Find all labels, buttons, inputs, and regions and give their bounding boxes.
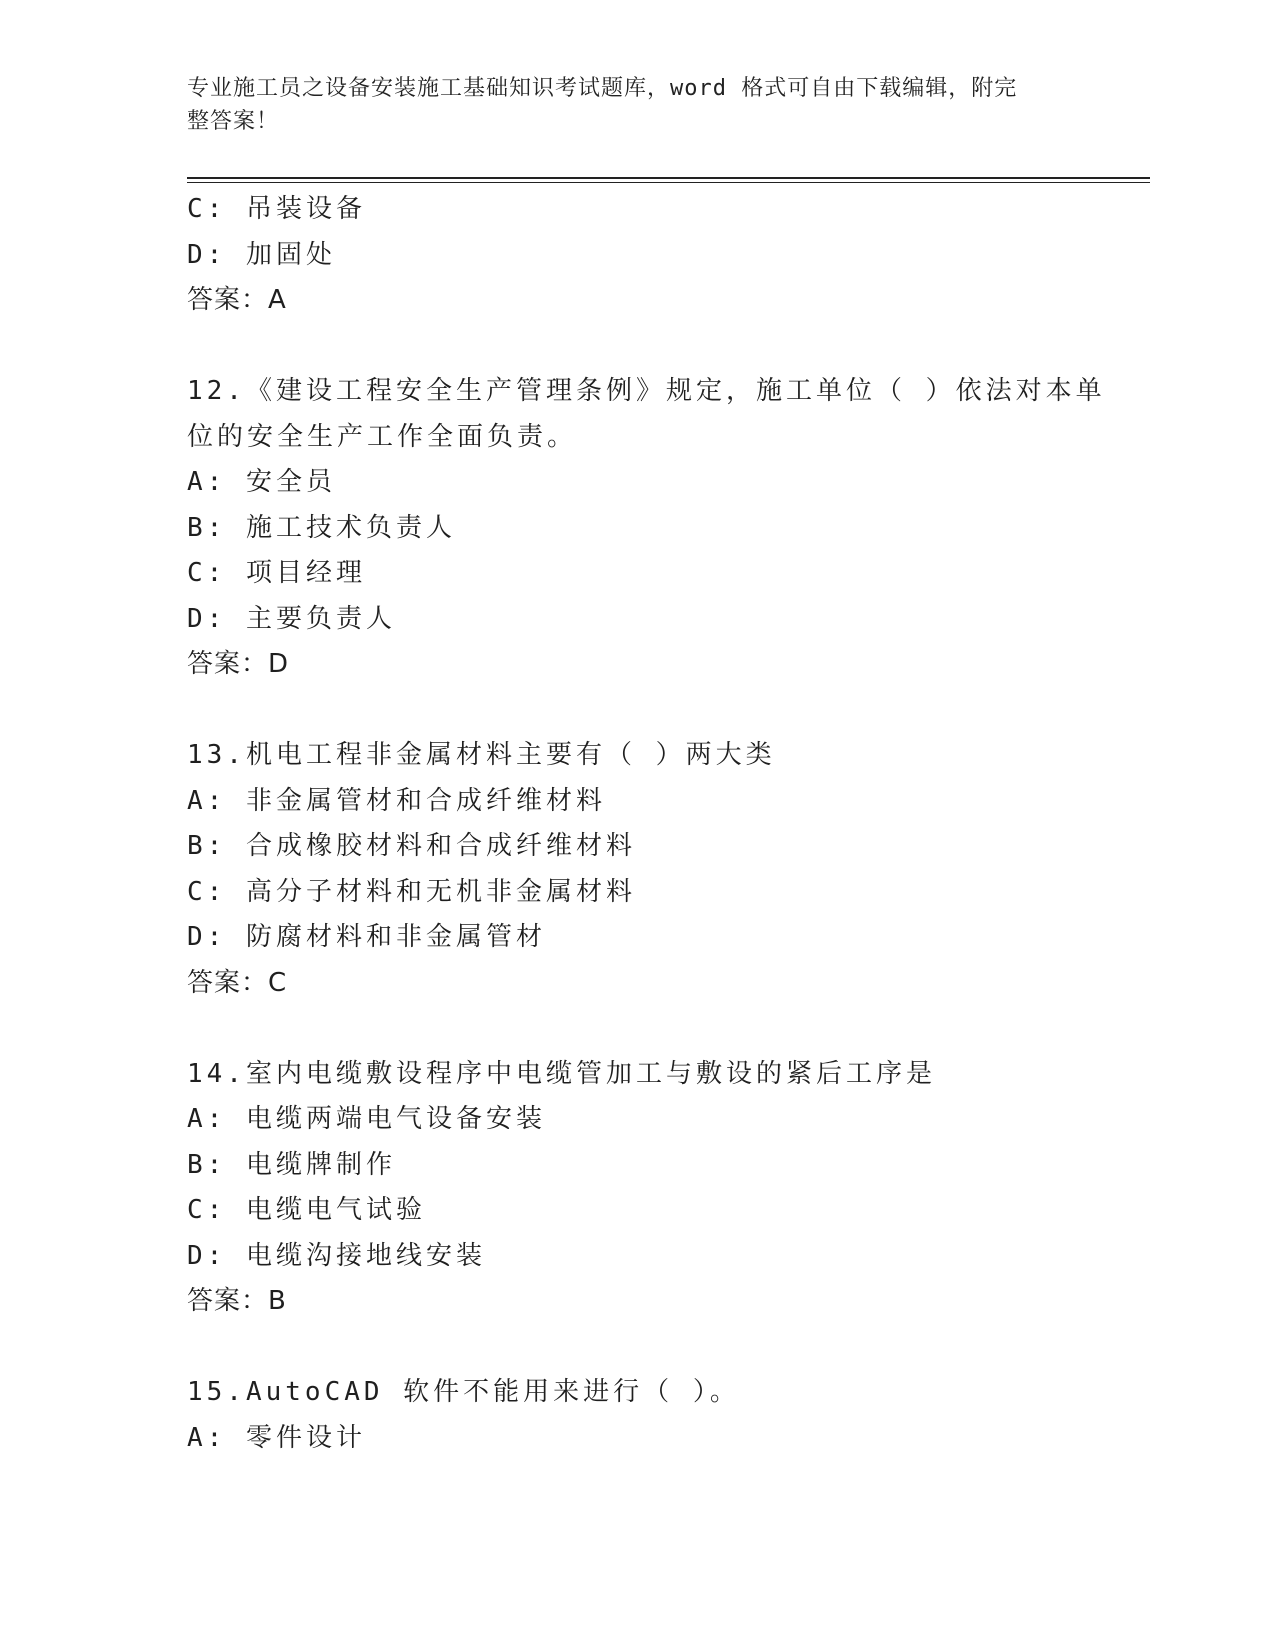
document-header	[187, 72, 1067, 138]
option-b: B: 施工技术负责人	[187, 512, 456, 543]
spacer	[187, 324, 1147, 370]
option-c: C: 吊装设备	[187, 194, 366, 224]
question-stem: 14.室内电缆敷设程序中电缆管加工与敷设的紧后工序是	[187, 1058, 936, 1089]
option-a: A: 非金属管材和合成纤维材料	[187, 785, 606, 816]
question-11	[187, 187, 1147, 324]
header-line-2: 整答案！	[187, 109, 280, 134]
question-list	[187, 187, 1147, 1461]
question-14	[187, 1052, 1147, 1325]
option-a: A: 电缆两端电气设备安装	[187, 1104, 546, 1134]
spacer	[187, 688, 1147, 734]
option-d: D: 防腐材料和非金属管材	[187, 922, 546, 952]
question-15	[187, 1370, 1147, 1461]
header-divider-thick	[187, 177, 1150, 179]
answer-line: 答案：D	[187, 649, 290, 679]
option-a: A: 安全员	[187, 467, 336, 497]
question-stem: 13.机电工程非金属材料主要有（ ）两大类	[187, 740, 776, 770]
spacer	[187, 1006, 1147, 1052]
option-c: C: 电缆电气试验	[187, 1195, 426, 1225]
answer-line: 答案：C	[187, 967, 288, 998]
header-line-1: 专业施工员之设备安装施工基础知识考试题库，word 格式可自由下载编辑，附完	[187, 76, 1018, 101]
header-divider-thin	[187, 182, 1150, 183]
option-d: D: 主要负责人	[187, 603, 396, 634]
question-13	[187, 733, 1147, 1006]
option-d: D: 电缆沟接地线安装	[187, 1240, 486, 1271]
option-c: C: 项目经理	[187, 558, 366, 588]
option-b: B: 合成橡胶材料和合成纤维材料	[187, 831, 636, 861]
question-12	[187, 369, 1147, 688]
question-stem-continued: 位的安全生产工作全面负责。	[187, 421, 578, 452]
option-b: B: 电缆牌制作	[187, 1149, 396, 1180]
question-stem: 15.AutoCAD 软件不能用来进行（ ）。	[187, 1377, 740, 1407]
option-d: D: 加固处	[187, 239, 336, 270]
spacer	[187, 1325, 1147, 1371]
answer-line: 答案：B	[187, 1286, 287, 1316]
option-a: A: 零件设计	[187, 1422, 366, 1453]
answer-line: 答案：A	[187, 285, 287, 315]
option-c: C: 高分子材料和无机非金属材料	[187, 876, 636, 907]
question-stem: 12.《建设工程安全生产管理条例》规定，施工单位（ ）依法对本单	[187, 376, 1106, 406]
